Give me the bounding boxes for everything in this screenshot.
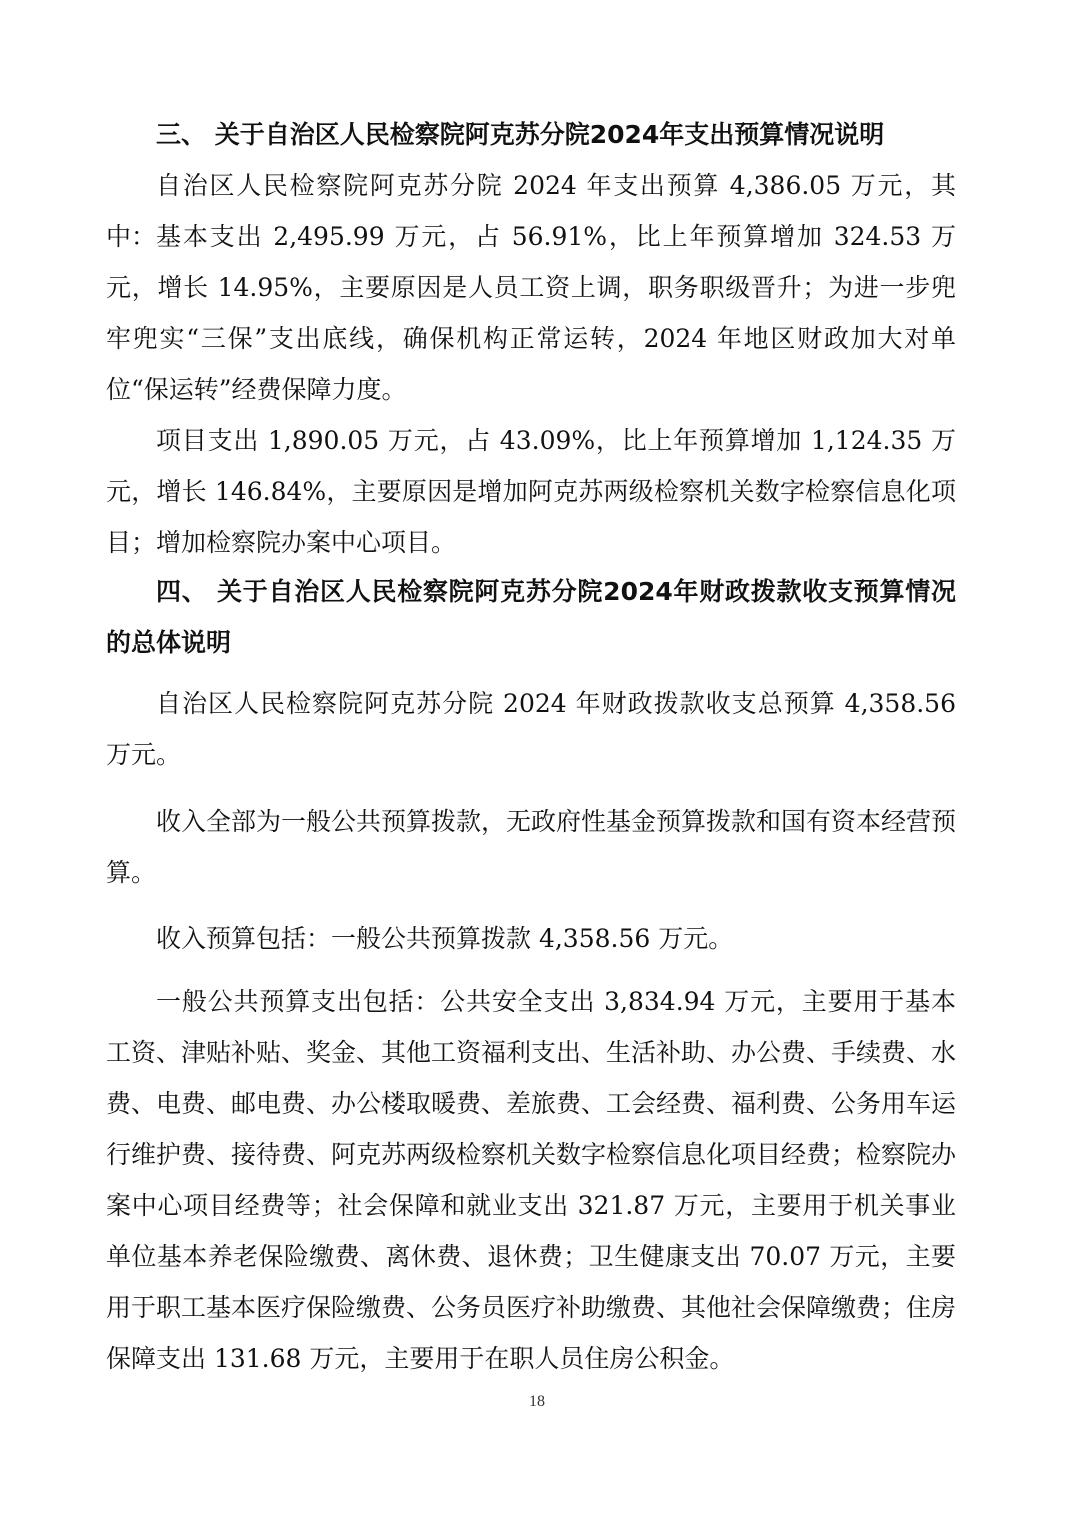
section-4-paragraph-3: 收入预算包括：一般公共预算拨款 4,358.56 万元。 — [156, 924, 734, 953]
section-3-paragraph-3: 项目支出 1,890.05 万元，占 43.09%，比上年预算增加 1,124.35 万元，增长 146.84%，主要原因是增加阿克苏两级检察机关数字检察信息化项目；增加检察院办案中心项目。 — [106, 426, 956, 557]
section-4-heading: 四、 关于自治区人民检察院阿克苏分院2024年财政拨款收支预算情况的总体说明 — [106, 577, 956, 657]
section-3-paragraph-1: 自治区人民检察院阿克苏分院 2024 年支出预算 4,386.05 万元，其中： — [106, 171, 956, 251]
section-4-paragraph-1: 自治区人民检察院阿克苏分院 2024 年财政拨款收支总预算 4,358.56 万元。 — [106, 689, 956, 769]
section-4-paragraph-4: 一般公共预算支出包括：公共安全支出 3,834.94 万元，主要用于基本工资、津贴补贴、奖金、其他工资福利支出、生活补助、办公费、手续费、水费、电费、邮电费、办公楼取暖费、差旅费、工会经费、福利费、公务用车运行维护费、接待费、阿克苏两级检察机关数字检察信息化项目经费；检察院办案中心项目经费等；社会保障和就业支出 321.87 万元，主要用于机关事业单位基本养老保险缴费、离休费、退休费；卫生健康支出 70.07 万元，主要用于职工基本医疗保险缴费、公务员医疗补助缴费、其他社会保障缴费；住房保障支出 131.68 万元，主要用于在职人员住房公积金。 — [106, 987, 957, 1373]
section-4-paragraph-2: 收入全部为一般公共预算拨款，无政府性基金预算拨款和国有资本经营预算。 — [106, 807, 957, 887]
section-3-heading: 三、 关于自治区人民检察院阿克苏分院2024年支出预算情况说明 — [156, 120, 885, 149]
section-3-paragraph-2: 基本支出 2,495.99 万元，占 56.91%，比上年预算增加 324.53 万元，增长 14.95%，主要原因是人员工资上调，职务职级晋升；为进一步兜牢兜实“三保”支出底线，确保机构正常运转，2024 年地区财政加大对单位“保运转”经费保障力度。 — [106, 222, 956, 404]
page-number: 18 — [529, 1393, 545, 1410]
